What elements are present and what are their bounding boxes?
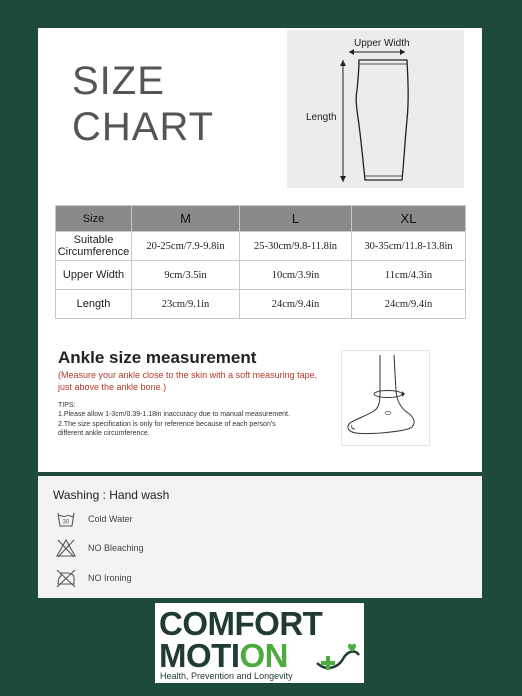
ankle-diagram [341, 350, 430, 446]
sleeve-diagram [287, 30, 464, 188]
table-header-cell: M [132, 206, 240, 232]
ankle-description: (Measure your ankle close to the skin with a soft measuring tape, just above the ankle bone.) [58, 370, 318, 392]
table-header-cell: Size [56, 206, 132, 232]
table-row [56, 261, 466, 290]
wash-item-no-iron [55, 567, 255, 589]
tips-heading: TIPS: [58, 402, 76, 409]
table-cell: 30-35cm/11.8-13.8in [352, 232, 466, 261]
table-cell: 25-30cm/9.8-11.8in [240, 232, 352, 261]
row-label: Length [56, 290, 132, 319]
row-label: Suitable Circumference [56, 232, 132, 261]
table-cell: 11cm/4.3in [352, 261, 466, 290]
size-chart-panel [38, 28, 482, 472]
table-header-row [56, 206, 466, 232]
logo-line-1: COMFORT [159, 605, 323, 642]
table-header-cell: XL [352, 206, 466, 232]
comfort-motion-logo [155, 603, 364, 683]
heart-cross-icon [315, 641, 361, 675]
table-cell: 23cm/9.1in [132, 290, 240, 319]
table-cell: 20-25cm/7.9-9.8in [132, 232, 240, 261]
length-label: Length [306, 112, 337, 123]
table-cell: 9cm/3.5in [132, 261, 240, 290]
cold-water-icon [55, 508, 77, 530]
size-table [55, 205, 466, 319]
tip-2: 2.The size specification is only for reference because of each person's different ankle circumference. [58, 421, 276, 437]
logo-tagline: Health, Prevention and Longevity [160, 671, 293, 681]
table-row [56, 290, 466, 319]
upper-width-label: Upper Width [354, 38, 410, 49]
wash-item-no-bleach [55, 537, 255, 559]
page-title: SIZE CHART [72, 59, 215, 149]
tip-1: 1.Please allow 1-3cm/0.39-1.18in inaccuracy due to manual measurement. [58, 411, 290, 418]
no-bleach-icon [55, 537, 77, 559]
wash-item-cold-water [55, 508, 255, 530]
svg-text:30: 30 [62, 519, 70, 526]
no-iron-icon [55, 567, 77, 589]
wash-item-label: NO Ironing [88, 573, 132, 583]
wash-item-label: NO Bleaching [88, 543, 144, 553]
sleeve-outline-icon [287, 30, 464, 188]
ankle-section-title: Ankle size measurement [58, 348, 257, 367]
logo-line-2: MOTION [159, 637, 288, 674]
wash-item-label: Cold Water [88, 514, 133, 524]
table-cell: 24cm/9.4in [240, 290, 352, 319]
table-row [56, 232, 466, 261]
washing-panel [38, 476, 482, 598]
table-cell: 24cm/9.4in [352, 290, 466, 319]
row-label: Upper Width [56, 261, 132, 290]
washing-title: Washing : Hand wash [53, 488, 170, 502]
table-header-cell: L [240, 206, 352, 232]
foot-ankle-icon [342, 351, 431, 447]
table-cell: 10cm/3.9in [240, 261, 352, 290]
